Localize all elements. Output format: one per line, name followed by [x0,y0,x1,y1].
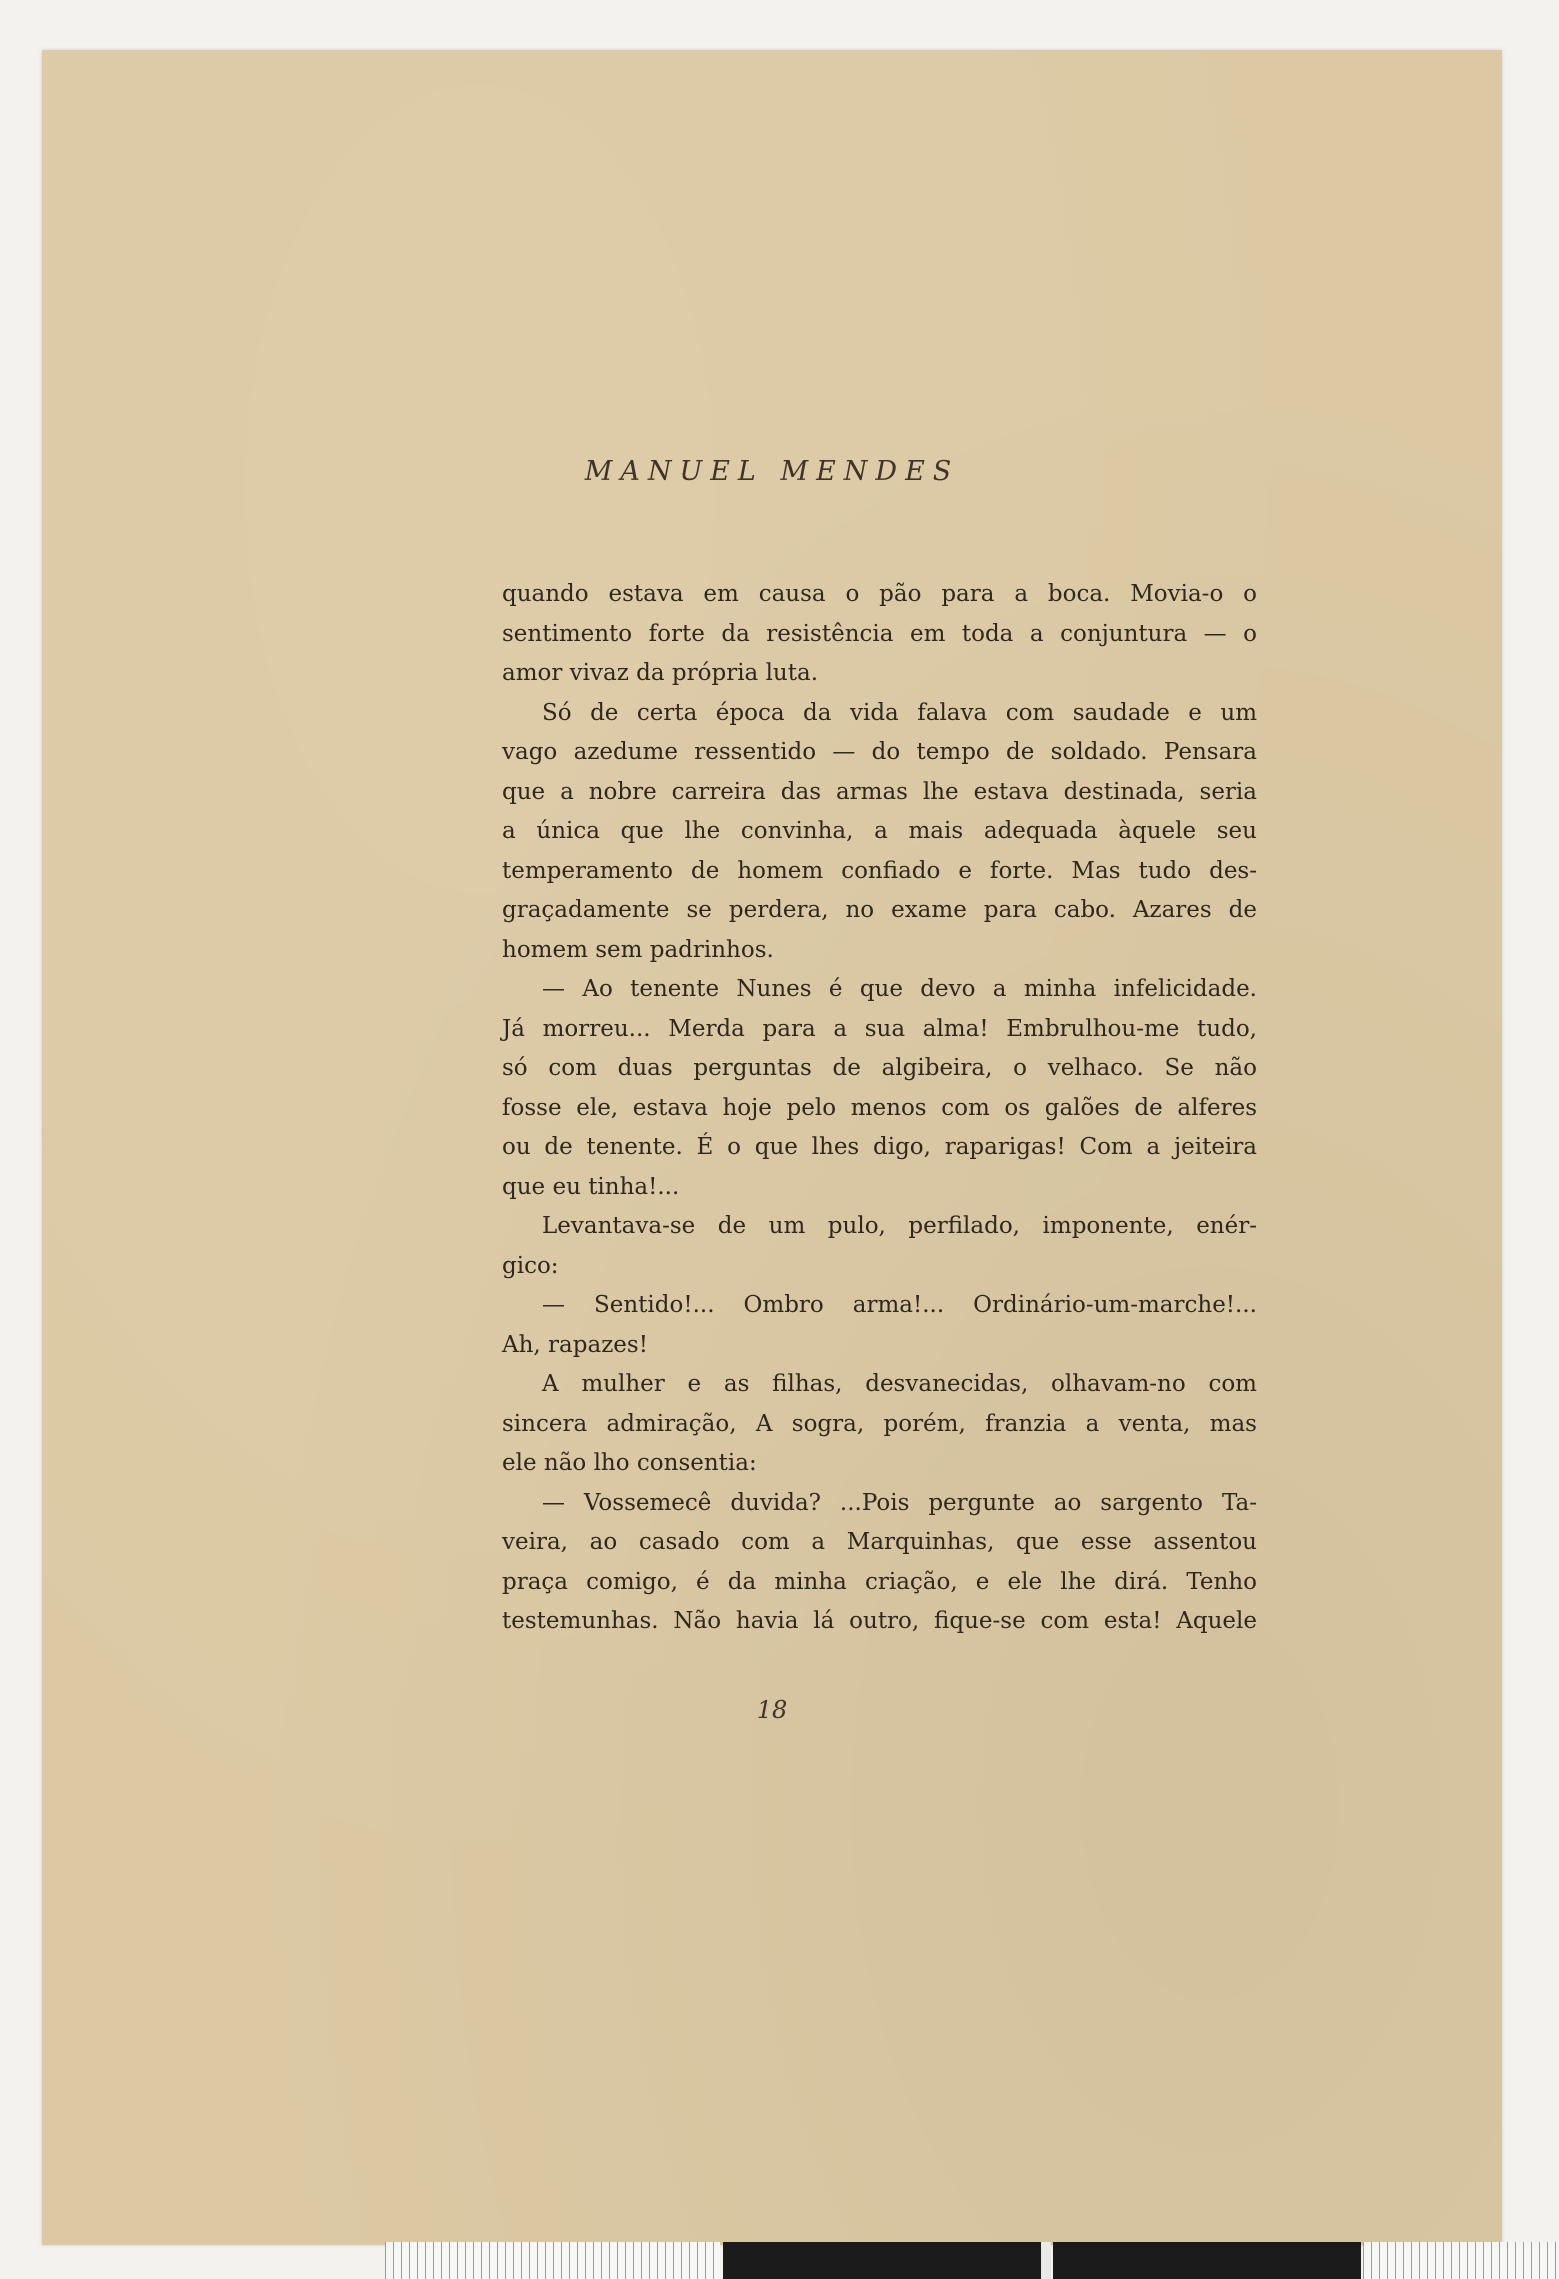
text-line: — Sentido!... Ombro arma!... Ordinário-um-marche!... [542,1292,1257,1318]
text-line: praça comigo, é da minha criação, e ele lhe dirá. Tenho [502,1568,1257,1595]
running-head: MANUEL MENDES [584,456,960,487]
text-line: vago azedume ressentido — do tempo de soldado. Pensara [502,739,1257,765]
text-line: sincera admiração, A sogra, porém, franzia a venta, mas [502,1410,1257,1437]
text-line: ou de tenente. É o que lhes digo, raparigas! Com a jeiteira [502,1134,1257,1160]
text-line: fosse ele, estava hoje pelo menos com os galões de alferes [502,1094,1257,1121]
text-line: que a nobre carreira das armas lhe estava destinada, seria [502,778,1257,805]
text-line: veira, ao casado com a Marquinhas, que esse assentou [502,1529,1257,1555]
ruler-scale [1363,2242,1559,2279]
ruler-scale [385,2242,720,2279]
text-line: Levantava-se de um pulo, perfilado, imponente, enér- [542,1213,1257,1239]
text-line: amor vivaz da própria luta. [502,660,819,686]
text-line: Ah, rapazes! [502,1331,648,1358]
text-line: homem sem padrinhos. [502,936,774,963]
color-patch [723,2242,1041,2279]
text-line: A mulher e as filhas, desvanecidas, olhavam-no com [542,1371,1257,1397]
text-line: gico: [502,1252,559,1279]
text-line: só com duas perguntas de algibeira, o velhaco. Se não [502,1055,1257,1081]
color-patch [1041,2242,1051,2279]
book-page [42,50,1502,2245]
text-line: Só de certa época da vida falava com saudade e um [542,699,1257,726]
scan-calibration-strip [385,2242,1559,2279]
text-line: — Vossemecê duvida? ...Pois pergunte ao sargento Ta- [542,1489,1257,1516]
text-line: sentimento forte da resistência em toda a conjuntura — o [502,620,1257,647]
text-line: a única que lhe convinha, a mais adequada àquele seu [502,818,1257,844]
text-line: Já morreu... Merda para a sua alma! Embrulhou-me tudo, [502,1015,1257,1042]
page-number: 18 [756,1696,788,1724]
color-patch [1053,2242,1361,2279]
text-line: — Ao tenente Nunes é que devo a minha infelicidade. [542,976,1257,1002]
text-line: temperamento de homem confiado e forte. Mas tudo des- [502,857,1257,884]
text-line: ele não lho consentia: [502,1450,757,1476]
text-line: testemunhas. Não havia lá outro, fique-se com esta! Aquele [502,1608,1257,1634]
body-text [502,575,1257,1642]
text-line: que eu tinha!... [502,1173,680,1200]
text-line: graçadamente se perdera, no exame para cabo. Azares de [502,897,1257,923]
text-line: quando estava em causa o pão para a boca. Movia-o o [502,581,1257,607]
